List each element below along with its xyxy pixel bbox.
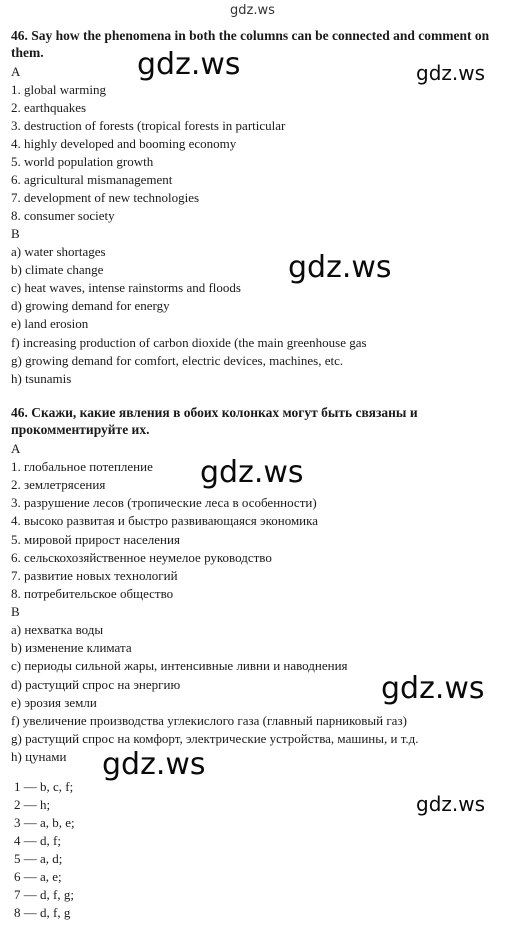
list-item: 2. earthquakes [11,100,87,115]
list-item: d) растущий спрос на энергию [11,677,181,692]
watermark: gdz.ws [381,671,485,706]
list-item: h) цунами [11,749,67,764]
answer-line: 1 — b, c, f; [14,779,74,794]
answer-line: 3 — a, b, e; [14,815,75,830]
list-item: 5. world population growth [11,154,154,169]
answer-line: 8 — d, f, g [14,905,71,920]
list-item: c) heat waves, intense rainstorms and floods [11,280,241,295]
list-item: 4. высоко развитая и быстро развивающаяся экономика [11,513,319,528]
column-b-label: B [11,604,20,619]
list-item: 6. сельскохозяйственное неумелое руководство [11,550,272,565]
list-item: 7. development of new technologies [11,190,200,205]
answer-line: 5 — a, d; [14,851,63,866]
answer-line: 4 — d, f; [14,833,61,848]
list-item: b) climate change [11,262,104,277]
list-item: f) увеличение производства углекислого газа (главный парниковый газ) [11,713,407,728]
watermark: gdz.ws [137,47,241,82]
watermark: gdz.ws [288,250,392,285]
list-item: 4. highly developed and booming economy [11,136,237,151]
answer-line: 6 — a, e; [14,869,62,884]
list-item: c) периоды сильной жары, интенсивные ливни и наводнения [11,658,348,673]
list-item: 2. землетрясения [11,477,106,492]
watermark: gdz.ws [200,455,304,490]
column-b-label: B [11,226,20,241]
exercise-heading-russian: 46. Скажи, какие явления в обоих колонках могут быть связаны и прокомментируйте их. [11,405,418,437]
list-item: 7. развитие новых технологий [11,568,178,583]
list-item: b) изменение климата [11,640,132,655]
answer-line: 2 — h; [14,797,51,812]
list-item: f) increasing production of carbon dioxide (the main greenhouse gas [11,335,367,350]
list-item: e) land erosion [11,316,89,331]
watermark-top: gdz.ws [230,3,275,18]
list-item: h) tsunamis [11,371,72,386]
watermark: gdz.ws [416,792,486,816]
list-item: 3. разрушение лесов (тропические леса в особенности) [11,495,317,510]
column-a-label: A [11,441,21,456]
list-item: 8. потребительское общество [11,586,174,601]
exercise-heading-english: 46. Say how the phenomena in both the columns can be connected and comment on them. [11,28,490,60]
list-item: e) эрозия земли [11,695,97,710]
list-item: 8. consumer society [11,208,115,223]
list-item: a) water shortages [11,244,106,259]
list-item: 1. глобальное потепление [11,459,153,474]
list-item: g) растущий спрос на комфорт, электрические устройства, машины, и т.д. [11,731,419,746]
list-item: 6. agricultural mismanagement [11,172,173,187]
list-item: 1. global warming [11,82,106,97]
watermark: gdz.ws [102,747,206,782]
list-item: 5. мировой прирост населения [11,532,180,547]
list-item: 3. destruction of forests (tropical forests in particular [11,118,286,133]
watermark: gdz.ws [416,61,486,85]
list-item: a) нехватка воды [11,622,104,637]
answer-line: 7 — d, f, g; [14,887,74,902]
list-item: g) growing demand for comfort, electric devices, machines, etc. [11,353,344,368]
column-a-label: A [11,64,21,79]
list-item: d) growing demand for energy [11,298,170,313]
